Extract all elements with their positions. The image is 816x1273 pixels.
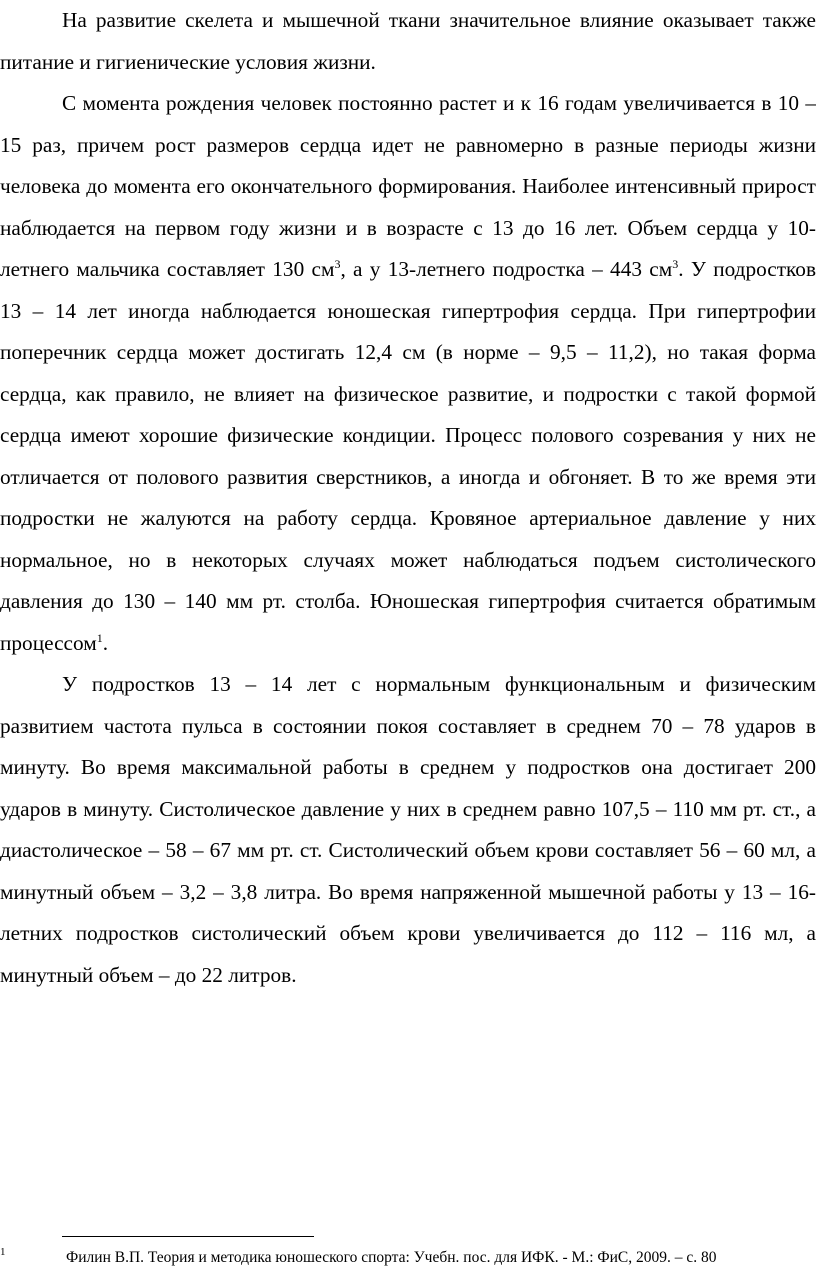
paragraph-1: [0, 0, 816, 83]
superscript-exponent: 3: [334, 256, 341, 271]
footnote-reference[interactable]: 1: [96, 630, 103, 645]
paragraph-2: [0, 83, 816, 664]
footnote-text: Филин В.П. Теория и методика юношеского спорта: Учебн. пос. для ИФК. - М.: ФиС, 2009. – с. 80: [66, 1249, 717, 1266]
paragraph-text: . У подростков 13 – 14 лет иногда наблюдается юношеская гипертрофия сердца. При гипертрофии поперечник сердца может достигать 12,4 см (в норме – 9,5 – 11,2), но такая форма сердца, как правило, не влияет на физическое развитие, и подростки с такой формой сердца имеют хорошие физические кондиции. Процесс полового созревания у них не отличается от полового развития сверстников, а иногда и обгоняет. В то же время эти подростки не жалуются на работу сердца. Кровяное артериальное давление у них нормальное, но в некоторых случаях может наблюдаться подъем систолического давления до 130 – 140 мм рт. столба. Юношеская гипертрофия считается обратимым процессом: [0, 257, 816, 655]
footnote-separator: [62, 1236, 314, 1237]
paragraph-text: У подростков 13 – 14 лет с нормальным функциональным и физическим развитием частота пульса в состоянии покоя составляет в среднем 70 – 78 ударов в минуту. Во время максимальной работы в среднем у подростков она достигает 200 ударов в минуту. Систолическое давление у них в среднем равно 107,5 – 110 мм рт. ст., а диастолическое – 58 – 67 мм рт. ст. Систолический объем крови составляет 56 – 60 мл, а минутный объем – 3,2 – 3,8 литра. Во время напряженной мышечной работы у 13 – 16-летних подростков систолический объем крови увеличивается до 112 – 116 мл, а минутный объем – до 22 литров.: [0, 672, 816, 987]
paragraph-text: .: [102, 630, 109, 655]
paragraph-text: На развитие скелета и мышечной ткани значительное влияние оказывает также питание и гигиенические условия жизни.: [0, 8, 816, 74]
footnote-mark: 1: [0, 1246, 6, 1258]
paragraph-text: С момента рождения человек постоянно растет и к 16 годам увеличивается в 10 – 15 раз, причем рост размеров сердца идет не равномерно в разные периоды жизни человека до момента его окончательного формирования. Наиболее интенсивный прирост наблюдается на первом году жизни и в возрасте с 13 до 16 лет. Объем сердца у 10-летнего мальчика составляет 130 см: [0, 91, 816, 281]
paragraph-3: [0, 664, 816, 996]
paragraph-text: , а у 13-летнего подростка – 443 см: [340, 257, 673, 281]
superscript-exponent: 3: [672, 256, 679, 271]
